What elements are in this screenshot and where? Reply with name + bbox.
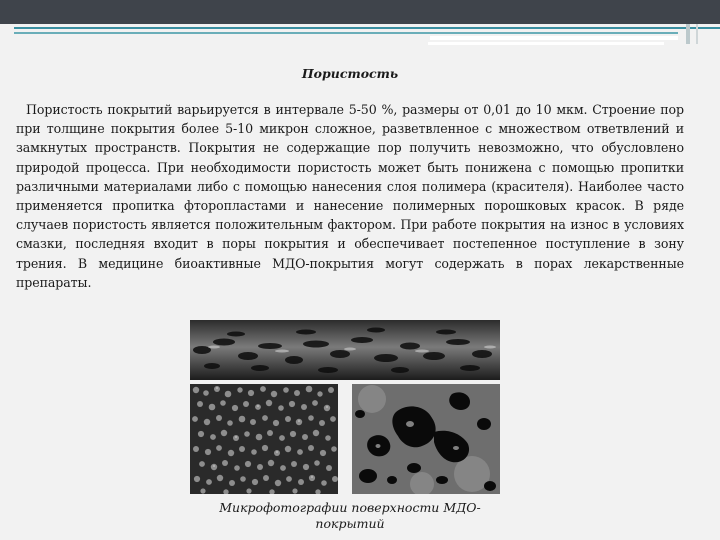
decor-strip <box>686 24 690 44</box>
micrograph-granular <box>190 384 338 494</box>
decor-strip-thin <box>696 24 698 44</box>
figure-caption: Микрофотографии поверхности МДО-покрытий <box>219 500 481 531</box>
body-paragraph: Пористость покрытий варьируется в интервале 5-50 %, размеры от 0,01 до 10 мкм. Строение пор при толщине покрытия более 5-10 микрон сложное, разветвленное с множеством ответвлений и замкнутых пространств. Покрытия не содержащие пор получить невозможно, что обусловлено природой процесса. При необходимости пористость может быть понижена с помощью пропитки различными материалами либо с помощью нанесения слоя полимера (красителя). Наиболее часто применяется пропитка фторопластами и нанесение полимерных порошковых красок. В ряде случаев пористость является положительным фактором. При работе покрытия на износ в условиях смазки, последняя входит в поры покрытия и обеспечивает постепенное поступление в зону трения. В медицине биоактивные МДО-покрытия могут содержать в порах лекарственные препараты. <box>16 102 684 290</box>
accent-line <box>14 27 720 29</box>
header-band <box>0 0 720 24</box>
slide-title: Пористость <box>301 66 399 81</box>
micrograph-large-pores <box>352 384 500 494</box>
micrograph-cross-section <box>190 320 500 380</box>
decor-bar-lower <box>428 42 664 45</box>
accent-line-secondary <box>14 32 678 34</box>
decor-bar <box>430 36 678 40</box>
